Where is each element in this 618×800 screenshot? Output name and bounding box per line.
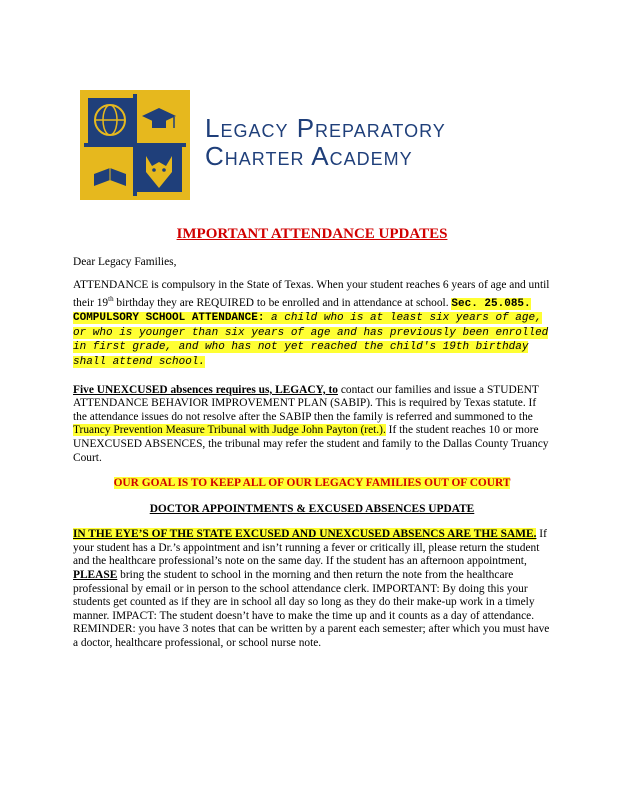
goal-text: OUR GOAL IS TO KEEP ALL OF OUR LEGACY FAMILIES OUT OF COURT (113, 477, 511, 490)
paragraph-appointments (73, 528, 551, 650)
goal-statement (73, 477, 551, 491)
section-heading: DOCTOR APPOINTMENTS & EXCUSED ABSENCES UPDATE (149, 502, 475, 515)
para1-text-a: ATTENDANCE is compulsory in the State of Texas. When your student reaches 6 years of age and until their 19 (73, 279, 550, 309)
school-name-line-2: Charter Academy (205, 141, 413, 171)
school-crest-icon (80, 90, 190, 200)
page-title: IMPORTANT ATTENDANCE UPDATES (176, 226, 448, 242)
para1-text-b: birthday they are REQUIRED to be enrolled and in attendance at school. (113, 296, 449, 309)
para1-sup: th (108, 294, 114, 303)
para2-bold: Five UNEXCUSED absences requires us, LEGACY, to (73, 383, 338, 396)
paragraph-unexcused (73, 384, 551, 466)
school-name-line-1: Legacy Preparatory (205, 113, 446, 143)
tribunal-highlight: Truancy Prevention Measure Tribunal with Judge John Payton (ret.). (73, 424, 386, 437)
school-name (205, 114, 505, 170)
letterhead (80, 90, 460, 200)
paragraph-compulsory (73, 279, 551, 369)
para2-text-a: contact our families and issue a STUDENT ATTENDANCE BEHAVIOR IMPROVEMENT PLAN (SABIP). This is required by Texas statute. If the attendance issues do not resolve after the SABIP then the family is referred and summoned to the (73, 383, 539, 423)
state-excused-highlight: IN THE EYE’S OF THE STATE EXCUSED AND UNEXCUSED ABSENCS ARE THE SAME. (73, 528, 537, 541)
statute-text: a child who is at least six years of age, or who is younger than six years of age and has previously been enrolled in first grade, and who has not yet reached the child's 19th birthday shall attend school. (73, 312, 549, 368)
salutation: Dear Legacy Families, (73, 255, 177, 268)
letter-body (73, 228, 551, 661)
para2-text-b: If the student reaches 10 or more UNEXCUSED ABSENCES, the tribunal may refer the student and family to the Dallas County Truancy Court. (73, 424, 549, 464)
para3-text-b: bring the student to school in the morning and then return the note from the healthcare professional by email or in person to the school attendance clerk. IMPORTANT: By doing this your students get counted as if they are in school all day so long as they do their make-up work in a timely manner. IMPACT: The student doesn’t have to make the time up and it counts as a day of attendance. REMINDER: you have 3 notes that can be written by a parent each semester; after which you must have a doctor, healthcare professional, or school nurse note. (73, 569, 550, 650)
para3-text-a: If your student has a Dr.’s appointment and isn’t running a fever or critically ill, please return the student and the healthcare professional’s note on the same day. If the student has an afternoon appointment, (73, 528, 547, 568)
please-emphasis: PLEASE (73, 569, 118, 582)
statute-label: Sec. 25.085. COMPULSORY SCHOOL ATTENDANCE: (73, 297, 531, 325)
